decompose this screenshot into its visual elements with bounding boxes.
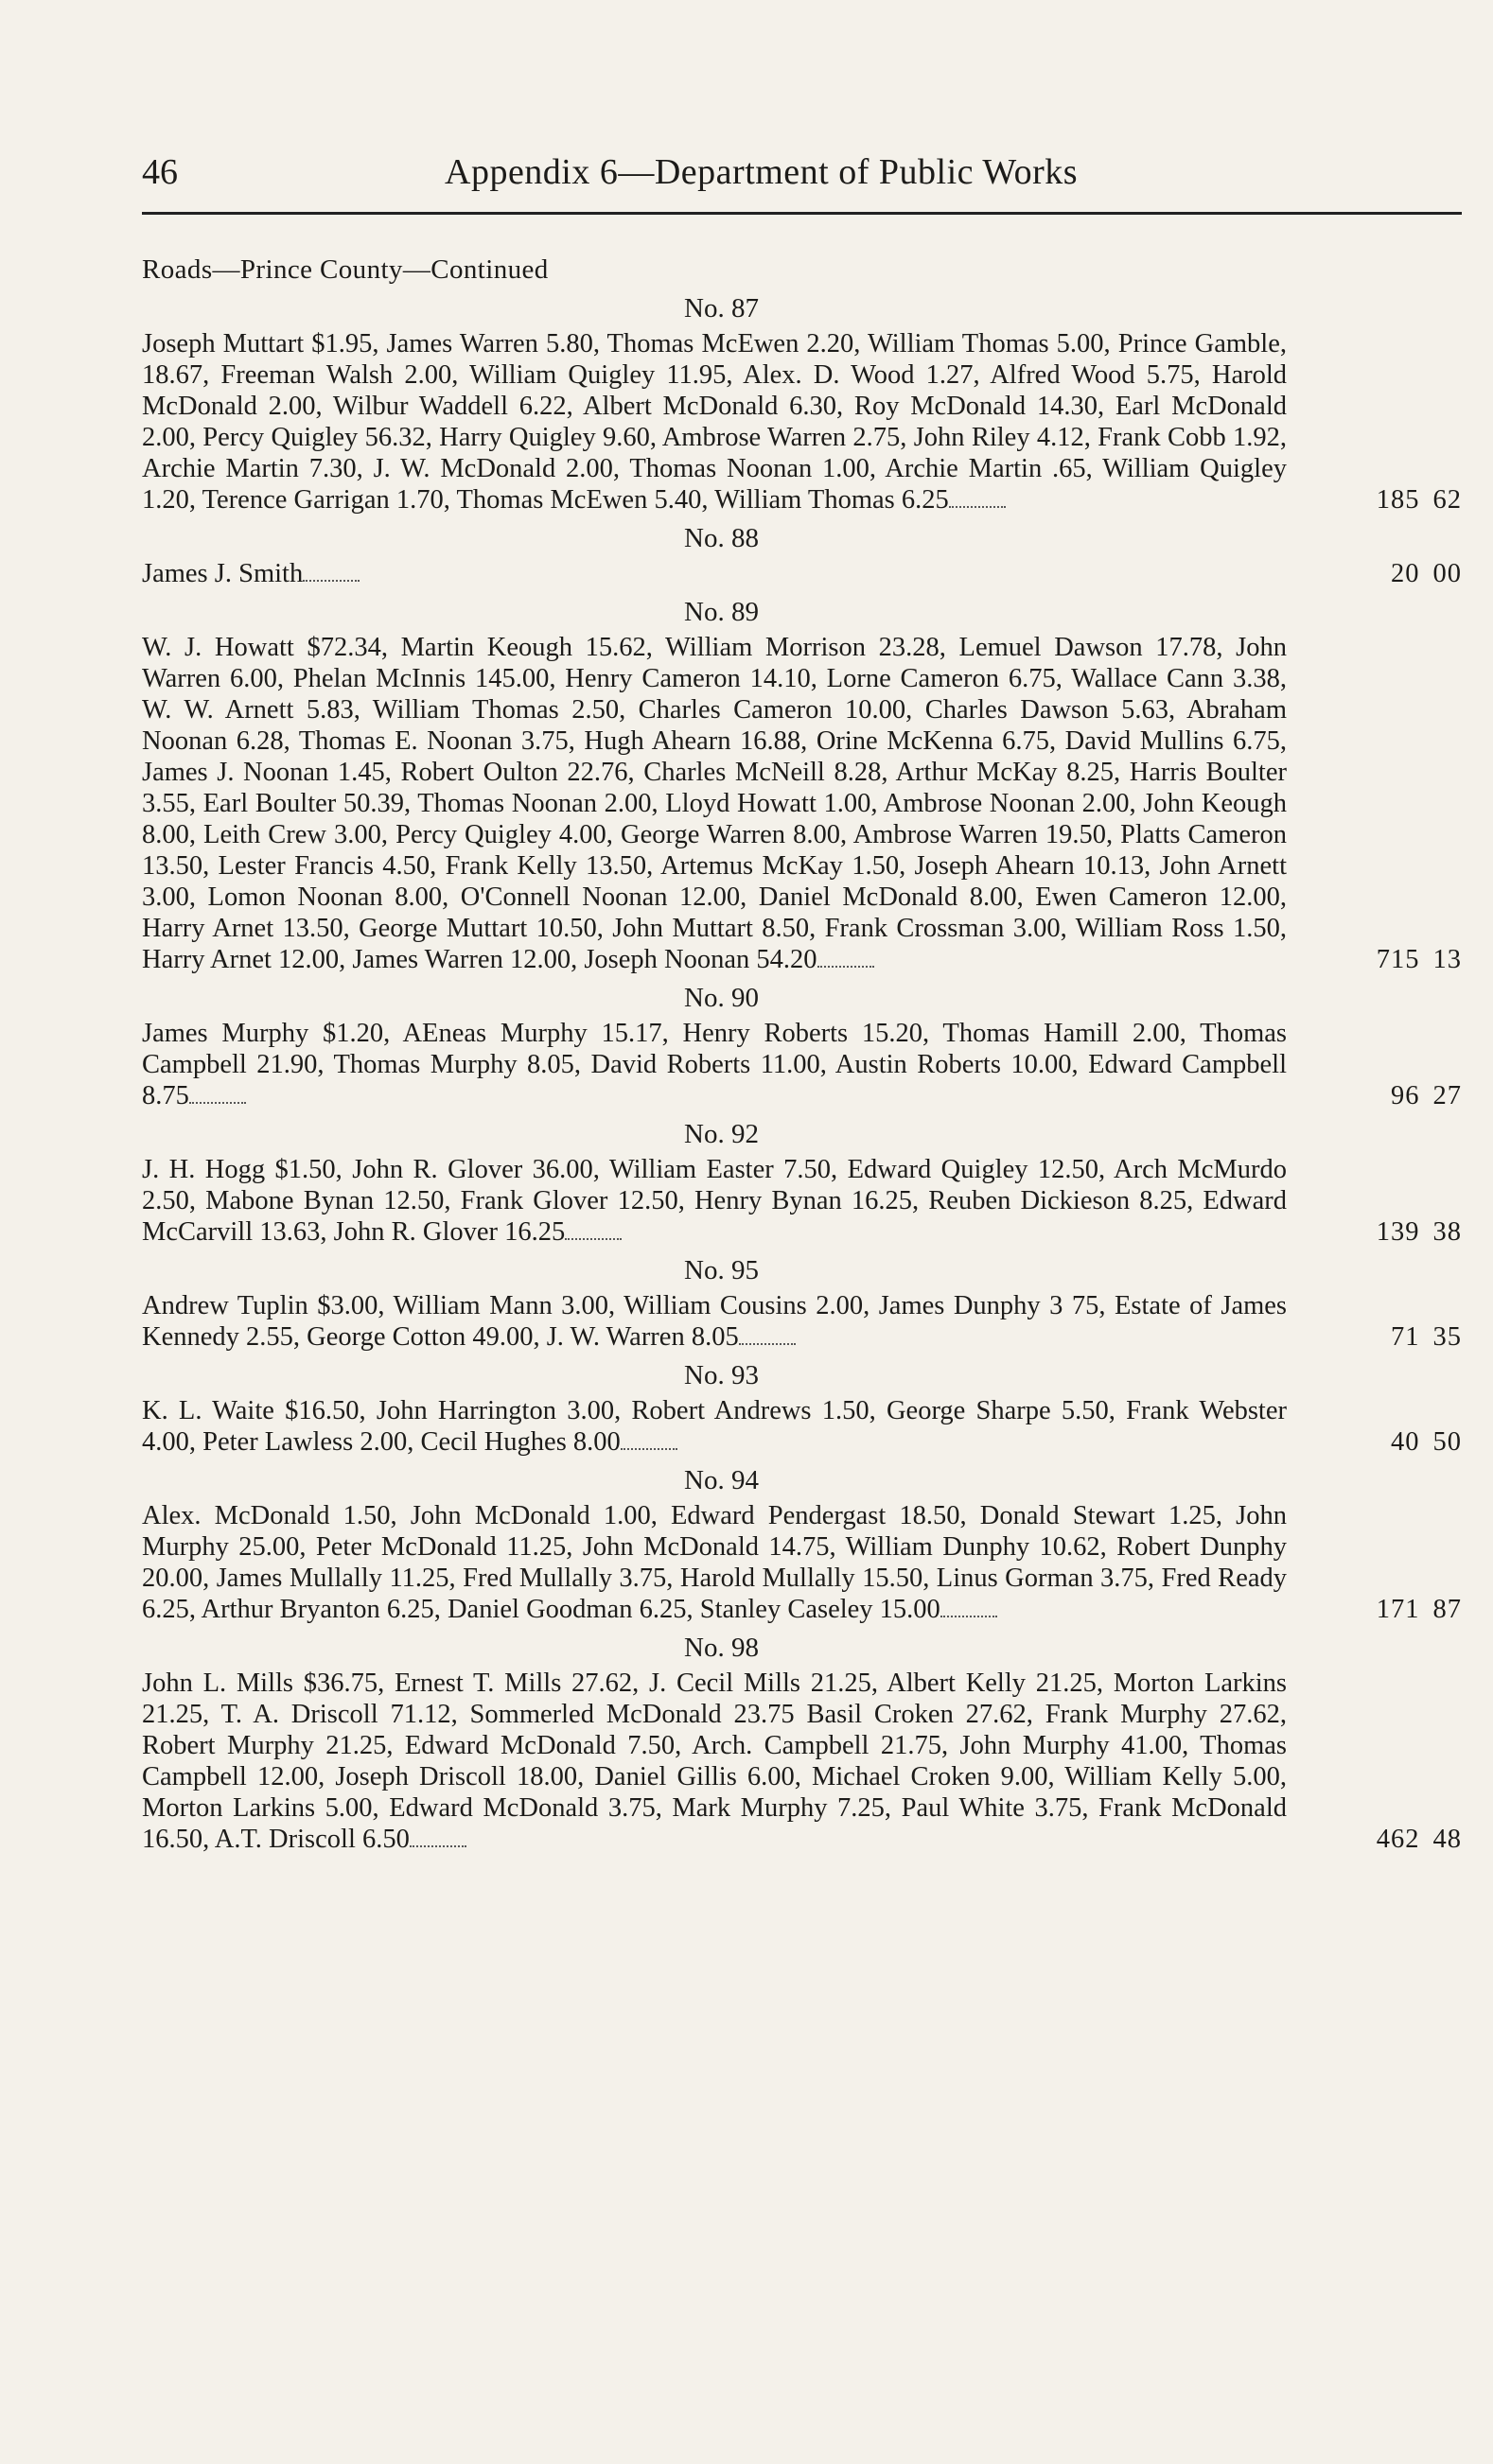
leader-dots	[739, 1343, 796, 1345]
entry-number: No. 88	[684, 523, 759, 553]
entry-body	[142, 1290, 1462, 1353]
leader-dots	[410, 1845, 466, 1847]
running-title: Appendix 6—Department of Public Works	[445, 152, 1079, 192]
entry-amount	[1339, 1321, 1462, 1353]
amount-cents: 00	[1432, 559, 1462, 588]
entry-payees: J. H. Hogg $1.50, John R. Glover 36.00, William Easter 7.50, Edward Quigley 12.50, Arch McMurdo 2.50, Mabone Bynan 12.50, Frank Glover 12.50, Henry Bynan 16.25, Reuben Dickieson 8.25, Edward McCarvill 13.63, John R. Glover 16.25	[142, 1155, 1287, 1247]
entry-amount	[1339, 1426, 1462, 1458]
document-page	[142, 142, 1462, 1855]
entry-amount	[1339, 1080, 1462, 1111]
section-heading: Roads—Prince County—Continued	[142, 254, 549, 285]
entry-payees: K. L. Waite $16.50, John Harrington 3.00, Robert Andrews 1.50, George Sharpe 5.50, Frank Webster 4.00, Peter Lawless 2.00, Cecil Hughes 8.00	[142, 1396, 1287, 1457]
amount-cents: 48	[1432, 1825, 1462, 1854]
leader-dots	[949, 506, 1006, 508]
amount-dollars: 462	[1376, 1825, 1420, 1854]
amount-dollars: 96	[1391, 1081, 1420, 1110]
leader-dots	[303, 580, 360, 582]
amount-cents: 87	[1432, 1595, 1462, 1624]
entry-body	[142, 1395, 1462, 1458]
amount-cents: 35	[1432, 1322, 1462, 1352]
entry-number: No. 93	[684, 1360, 759, 1390]
entries-list	[142, 293, 1462, 1855]
amount-dollars: 185	[1376, 485, 1420, 515]
entry-payees: John L. Mills $36.75, Ernest T. Mills 27.62, J. Cecil Mills 21.25, Albert Kelly 21.25, Morton Larkins 21.25, T. A. Driscoll 71.12, Sommerled McDonald 23.75 Basil Croken 27.62, Frank Murphy 27.62, Robert Murphy 21.25, Edward McDonald 7.50, Arch. Campbell 21.75, John Murphy 41.00, Thomas Campbell 12.00, Joseph Driscoll 18.00, Daniel Gillis 6.00, Michael Croken 9.00, William Kelly 5.00, Morton Larkins 5.00, Edward McDonald 3.75, Mark Murphy 7.25, Paul White 3.75, Frank McDonald 16.50, A.T. Driscoll 6.50	[142, 1669, 1287, 1854]
amount-cents: 13	[1432, 945, 1462, 974]
entry-amount	[1339, 1824, 1462, 1855]
amount-dollars: 139	[1376, 1217, 1420, 1247]
entry-body	[142, 632, 1462, 975]
amount-dollars: 715	[1376, 945, 1420, 974]
entry-amount	[1339, 1594, 1462, 1625]
amount-cents: 38	[1432, 1217, 1462, 1247]
amount-dollars: 40	[1391, 1427, 1420, 1457]
entry-body	[142, 1500, 1462, 1625]
entry	[142, 1360, 1462, 1458]
entry-body	[142, 1668, 1462, 1855]
entry-body	[142, 328, 1462, 516]
amount-dollars: 20	[1391, 559, 1420, 588]
leader-dots	[621, 1448, 677, 1450]
entry-number: No. 90	[684, 983, 759, 1013]
entry	[142, 597, 1462, 975]
entry-number: No. 87	[684, 293, 759, 323]
amount-dollars: 171	[1376, 1595, 1420, 1624]
amount-cents: 50	[1432, 1427, 1462, 1457]
entry-amount	[1339, 484, 1462, 516]
entry-payees: Andrew Tuplin $3.00, William Mann 3.00, William Cousins 2.00, James Dunphy 3 75, Estate of James Kennedy 2.55, George Cotton 49.00, J. W. Warren 8.05	[142, 1291, 1287, 1352]
entry-payees: James Murphy $1.20, AEneas Murphy 15.17, Henry Roberts 15.20, Thomas Hamill 2.00, Thomas Campbell 21.90, Thomas Murphy 8.05, David Roberts 11.00, Austin Roberts 10.00, Edward Campbell 8.75	[142, 1019, 1287, 1110]
leader-dots	[940, 1616, 997, 1617]
entry-payees: Joseph Muttart $1.95, James Warren 5.80, Thomas McEwen 2.20, William Thomas 5.00, Prince Gamble, 18.67, Freeman Walsh 2.00, William Quigley 11.95, Alex. D. Wood 1.27, Alfred Wood 5.75, Harold McDonald 2.00, Wilbur Waddell 6.22, Albert McDonald 6.30, Roy McDonald 14.30, Earl McDonald 2.00, Percy Quigley 56.32, Harry Quigley 9.60, Ambrose Warren 2.75, John Riley 4.12, Frank Cobb 1.92, Archie Martin 7.30, J. W. McDonald 2.00, Thomas Noonan 1.00, Archie Martin .65, William Quigley 1.20, Terence Garrigan 1.70, Thomas McEwen 5.40, William Thomas 6.25	[142, 329, 1287, 515]
entry	[142, 523, 1462, 589]
entry-number: No. 92	[684, 1119, 759, 1149]
entry	[142, 1119, 1462, 1248]
entry-payees: W. J. Howatt $72.34, Martin Keough 15.62, William Morrison 23.28, Lemuel Dawson 17.78, John Warren 6.00, Phelan McInnis 145.00, Henry Cameron 14.10, Lorne Cameron 6.75, Wallace Cann 3.38, W. W. Arnett 5.83, William Thomas 2.50, Charles Cameron 10.00, Charles Dawson 5.63, Abraham Noonan 6.28, Thomas E. Noonan 3.75, Hugh Ahearn 16.88, Orine McKenna 6.75, David Mullins 6.75, James J. Noonan 1.45, Robert Oulton 22.76, Charles McNeill 8.28, Arthur McKay 8.25, Harris Boulter 3.55, Earl Boulter 50.39, Thomas Noonan 2.00, Lloyd Howatt 1.00, Ambrose Noonan 2.00, John Keough 8.00, Leith Crew 3.00, Percy Quigley 4.00, George Warren 8.00, Ambrose Warren 19.50, Platts Cameron 13.50, Lester Francis 4.50, Frank Kelly 13.50, Artemus McKay 1.50, Joseph Ahearn 10.13, John Arnett 3.00, Lomon Noonan 8.00, O'Connell Noonan 12.00, Daniel McDonald 8.00, Ewen Cameron 12.00, Harry Arnet 13.50, George Muttart 10.50, John Muttart 8.50, Frank Crossman 3.00, William Ross 1.50, Harry Arnet 12.00, James Warren 12.00, Joseph Noonan 54.20	[142, 633, 1287, 974]
entry-amount	[1339, 1216, 1462, 1248]
entry	[142, 293, 1462, 516]
entry-amount	[1339, 558, 1462, 589]
leader-dots	[565, 1238, 622, 1240]
entry	[142, 983, 1462, 1111]
entry-number: No. 98	[684, 1633, 759, 1663]
entry-body	[142, 558, 1462, 589]
entry-payees: James J. Smith	[142, 559, 304, 588]
amount-cents: 62	[1432, 485, 1462, 515]
entry	[142, 1633, 1462, 1855]
leader-dots	[189, 1102, 246, 1104]
leader-dots	[817, 966, 874, 968]
entry-payees: Alex. McDonald 1.50, John McDonald 1.00, Edward Pendergast 18.50, Donald Stewart 1.25, John Murphy 25.00, Peter McDonald 11.25, John McDonald 14.75, William Dunphy 10.62, Robert Dunphy 20.00, James Mullally 11.25, Fred Mullally 3.75, Harold Mullally 15.50, Linus Gorman 3.75, Fred Ready 6.25, Arthur Bryanton 6.25, Daniel Goodman 6.25, Stanley Caseley 15.00	[142, 1501, 1287, 1624]
entry	[142, 1255, 1462, 1353]
entry-body	[142, 1018, 1462, 1111]
entry-body	[142, 1154, 1462, 1248]
header-rule	[142, 212, 1462, 215]
entry-number: No. 89	[684, 597, 759, 627]
entry-number: No. 94	[684, 1465, 759, 1495]
amount-cents: 27	[1432, 1081, 1462, 1110]
page-header	[142, 142, 1462, 208]
entry-amount	[1339, 944, 1462, 975]
entry	[142, 1465, 1462, 1625]
page-number: 46	[142, 152, 178, 192]
entry-number: No. 95	[684, 1255, 759, 1285]
amount-dollars: 71	[1391, 1322, 1420, 1352]
